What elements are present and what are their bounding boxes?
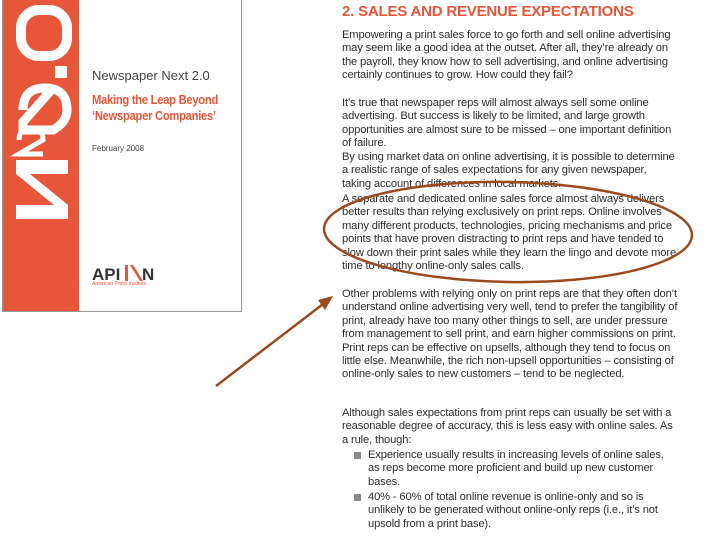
highlight-ellipse — [323, 179, 693, 285]
cover-series-title: Newspaper Next 2.0 — [92, 68, 210, 83]
paragraph-4: A separate and dedicated online sales force almost always delivers better results than relying exclusively on print reps. Online involves many different products, technologies, pricing mechanisms and price points that have proven distracting to print reps and have tended to slow down their print sales while they learn the lingo and devote more time to lengthy online-only sales calls. — [342, 193, 677, 273]
bullet-text-1: Experience usually results in increasing levels of online sales, as reps become more proficient and build up new customer bases. — [368, 449, 664, 488]
publisher-name: American Press Institute — [92, 281, 147, 287]
paragraph-3: By using market data on online advertising, it is possible to determine a realistic range of sales expectations for any given newspaper, taking account of differences in local markets. — [342, 151, 675, 190]
cover-title-line-1: Making the Leap Beyond — [92, 92, 219, 107]
section-heading: 2. SALES AND REVENUE EXPECTATIONS — [342, 3, 634, 20]
paragraph-2: It’s true that newspaper reps will almost always sell some online advertising. But success is likely to be limited, and large growth opportunities are almost sure to be missed – one important definition of failure. — [342, 97, 672, 150]
paragraph-5: Other problems with relying only on print reps are that they often don’t understand online advertising very well, tend to prefer the tangibility of print, already have too many other things to sell, are under pressure from management to sell print, and earn higher commissions on print. Print reps can be effective on upsells, although they tend to focus on little else. Meanwhile, the rich non-upsell opportunities – consisting of online-only sales to new customers – tend to be neglected. — [342, 288, 678, 381]
paragraph-1: Empowering a print sales force to go forth and sell online advertising may seem like a good idea at the outset. After all, they’re already on the payroll, they know how to sell advertising, and online advertising certainly continues to grow. How could they fail? — [342, 29, 671, 82]
svg-text:N: N — [142, 265, 155, 284]
paragraph-6: Although sales expectations from print reps can usually be set with a reasonable degree of accuracy, this is less easy with online sales. As a rule, though: — [342, 407, 673, 446]
cover-date: February 2008 — [92, 144, 145, 153]
svg-text:API: API — [92, 265, 121, 284]
pointer-arrow-icon — [216, 296, 333, 386]
bullet-text-2: 40% - 60% of total online revenue is online-only and so is unlikely to be generated without online-only reps (i.e., it’s not upsold from a print base). — [368, 491, 658, 530]
cover-title-line-2: ‘Newspaper Companies’ — [92, 108, 216, 123]
